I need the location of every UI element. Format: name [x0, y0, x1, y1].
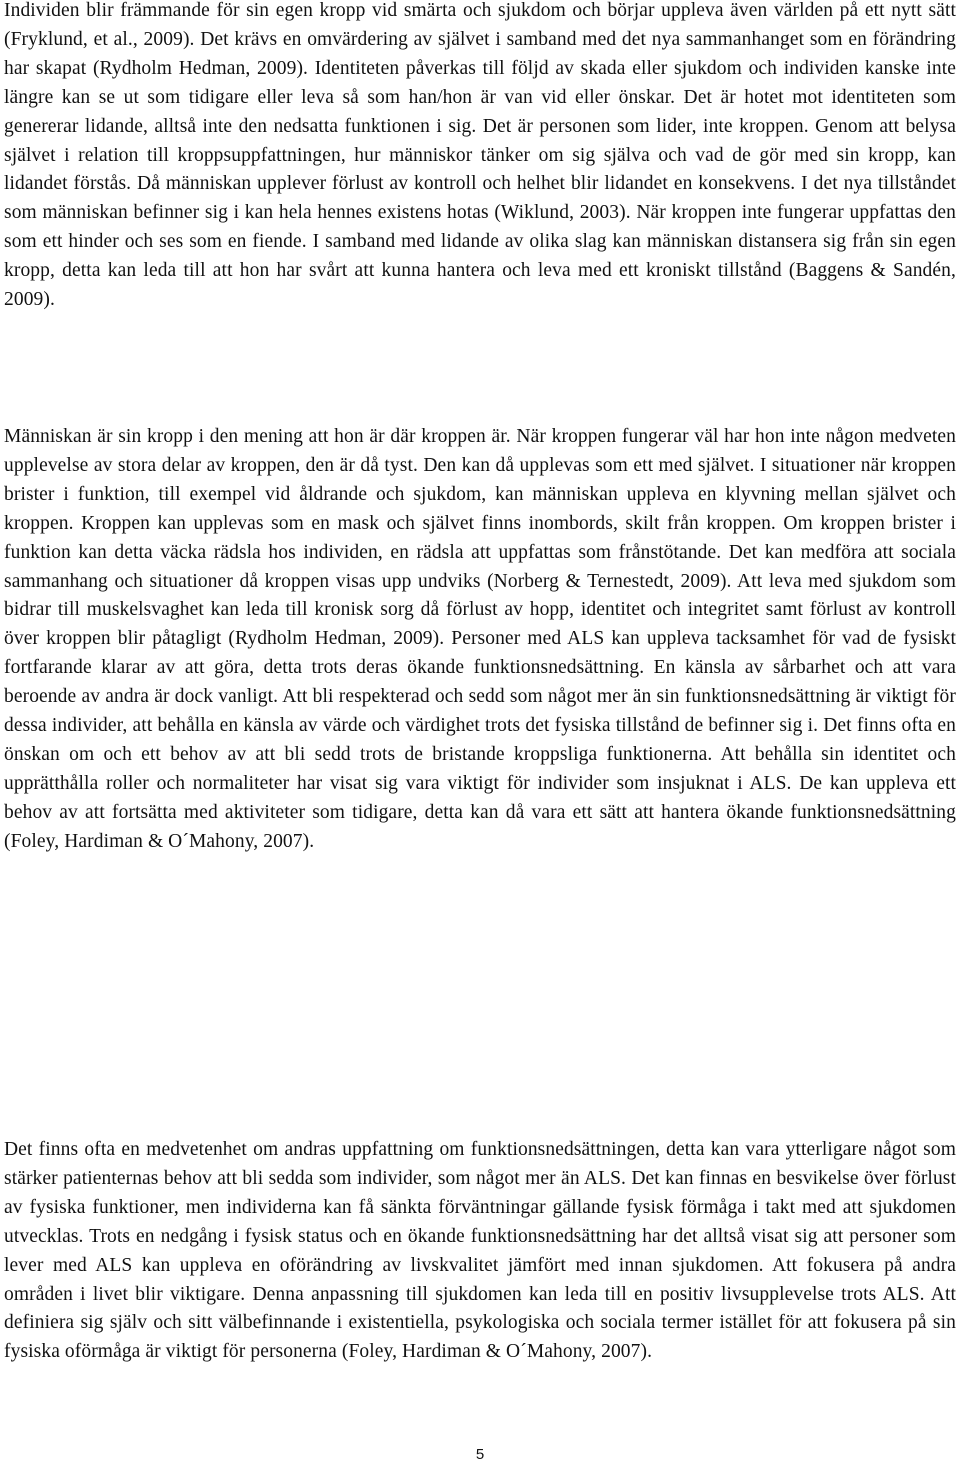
page-number: 5 — [475, 1446, 485, 1463]
paragraph-3: Det finns ofta en medvetenhet om andras uppfattning om funktionsnedsättningen, detta kan vara ytterligare något som stärker patienternas behov att bli sedda som individer, som något mer än ALS. Det kan finnas en besvikelse över förlust av fysiska funktioner, men individerna kan få sänkta förväntningar gällande fysisk förmåga i takt med att sjukdomen utvecklas. Trots en nedgång i fysisk status och en ökande funktionsnedsättning har det alltså visat sig att personer som lever med ALS kan uppleva en oförändring av livskvalitet jämfört med innan sjukdomen. Att fokusera på andra områden i livet blir viktigare. Denna anpassning till sjukdomen kan leda till en positiv livsupplevelse trots ALS. Att definiera sig själv och sitt välbefinnande i existentiella, psykologiska och sociala termer istället för att fokusera på sin fysiska oförmåga är viktigt för personerna (Foley, Hardiman & O´Mahony, 2007). — [4, 1139, 956, 1363]
paragraph-1: Individen blir främmande för sin egen kropp vid smärta och sjukdom och börjar uppleva även världen på ett nytt sätt (Fryklund, et al., 2009). Det krävs en omvärdering av självet i samband med det nya sammanhanget som en förändring har skapat (Rydholm Hedman, 2009). Identiteten påverkas till följd av skada eller sjukdom och individen kanske inte längre kan se ut som tidigare eller leva så som han/hon är van vid eller önskar. Det är hotet mot identiteten som genererar lidande, alltså inte den nedsatta funktionen i sig. Det är personen som lider, inte kroppen. Genom att belysa självet i relation till kroppsuppfattningen, hur människor tänker om sig själva och vad de gör med sin kropp, kan lidandet förstås. Då människan upplever förlust av kontroll och helhet blir lidandet en konsekvens. I det nya tillståndet som människan befinner sig i kan hela hennes existens hotas (Wiklund, 2003). När kroppen inte fungerar uppfattas den som ett hinder och ses som en fiende. I samband med lidande av olika slag kan människan distansera sig från sin egen kropp, detta kan leda till att hon har svårt att kunna hantera och leva med ett kroniskt tillstånd (Baggens & Sandén, 2009). — [4, 0, 956, 311]
paragraph-2: Människan är sin kropp i den mening att hon är där kroppen är. När kroppen fungerar väl har hon inte någon medveten upplevelse av stora delar av kroppen, den är då tyst. Den kan då upplevas som ett med självet. I situationer när kroppen brister i funktion, till exempel vid åldrande och sjukdom, kan människan uppleva en klyvning mellan självet och kroppen. Kroppen kan upplevas som en mask och självet finns inombords, skilt från kroppen. Om kroppen brister i funktion kan detta väcka rädsla hos individen, en rädsla att uppfattas som frånstötande. Det kan medföra att sociala sammanhang och situationer då kroppen visas upp undviks (Norberg & Ternestedt, 2009). Att leva med sjukdom som bidrar till muskelsvaghet kan leda till kronisk sorg då förlust av hopp, identitet och integritet samt förlust av kontroll över kroppen blir påtagligt (Rydholm Hedman, 2009). Personer med ALS kan uppleva tacksamhet för vad de fysiskt fortfarande klarar av att göra, detta trots deras ökande funktionsnedsättning. En känsla av sårbarhet och att vara beroende av andra är dock vanligt. Att bli respekterad och sedd som något mer än sin funktionsnedsättning är viktigt för dessa individer, att behålla en känsla av värde och värdighet trots det fysiska tillstånd de befinner sig i. Det finns ofta en önskan om och ett behov av att bli sedd trots de bristande kroppsliga funktionerna. Att behålla sin identitet och upprätthålla roller och normaliteter har visat sig vara viktigt för individer som insjuknat i ALS. De kan uppleva ett behov av att fortsätta med aktiviteter som tidigare, detta kan då vara ett sätt att hantera ökande funktionsnedsättning (Foley, Hardiman & O´Mahony, 2007). — [4, 426, 956, 852]
